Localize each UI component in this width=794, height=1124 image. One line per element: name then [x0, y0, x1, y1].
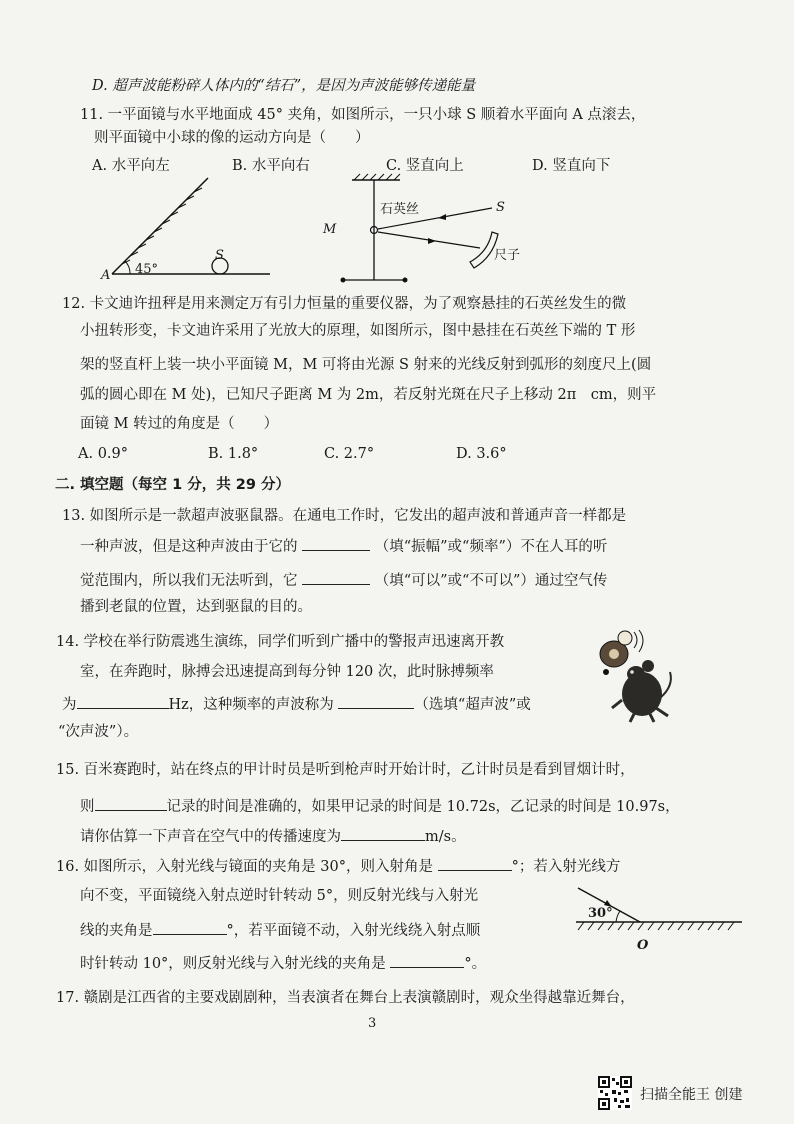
q14-text-line1: 14. 学校在举行防震逃生演练，同学们听到广播中的警报声迅速离开教 [56, 634, 505, 650]
q17-text-line1: 17. 赣剧是江西省的主要戏剧剧种，当表演者在舞台上表演赣剧时，观众坐得越靠近舞台， [56, 990, 635, 1006]
q16-angle-label: 30° [588, 906, 613, 921]
q16-text-line4a: 时针转动 10°，则反射光线与入射光线的夹角是 [80, 956, 386, 972]
section-fill-in-title: 二. 填空题（每空 1 分，共 29 分） [55, 477, 291, 493]
q13-blank-2[interactable] [302, 570, 370, 585]
q12-text-line5: 面镜 M 转过的角度是（ ） [80, 416, 279, 432]
q13-text-line3a: 觉范围内，所以我们无法听到，它 [80, 573, 298, 589]
q12-source-label: S [496, 200, 505, 215]
page-number: 3 [368, 1016, 377, 1031]
q16-text-line1a: 16. 如图所示，入射光线与镜面的夹角是 30°，则入射角是 [56, 859, 433, 875]
q16-blank-3[interactable] [390, 953, 464, 968]
q12-option-a: A. 0.9° [78, 446, 128, 462]
q13-text-line3b: （填“可以”或“不可以”）通过空气传 [374, 573, 608, 589]
q14-text-line2: 室，在奔跑时，脉搏会迅速提高到每分钟 120 次，此时脉搏频率 [80, 664, 494, 680]
q16-text-line4b: °。 [464, 956, 487, 972]
q12-text-line2: 小扭转形变，卡文迪许采用了光放大的原理，如图所示，图中悬挂在石英丝下端的 T 形 [80, 323, 636, 339]
q14-text-line3a: 为 [62, 697, 77, 713]
q14-text-line3 [62, 694, 531, 715]
q11-point-a-label: A [101, 268, 111, 283]
q16-text-line1b: °；若入射光线方 [511, 859, 621, 875]
q13-text-line4: 播到老鼠的位置，达到驱鼠的目的。 [80, 599, 312, 615]
q13-blank-1[interactable] [302, 536, 370, 551]
q12-mirror-label: M [323, 222, 337, 237]
q16-text-line3a: 线的夹角是 [80, 923, 153, 939]
scanner-watermark: 扫描全能王 创建 [640, 1087, 743, 1103]
q10-option-d: D. 超声波能粉碎人体内的“结石”，是因为声波能够传递能量 [92, 78, 476, 94]
q16-text-line3 [80, 920, 480, 941]
q15-blank-1[interactable] [95, 796, 167, 811]
q12-ruler-label: 尺子 [494, 248, 521, 263]
q16-blank-2[interactable] [153, 920, 227, 935]
q11-option-c: C. 竖直向上 [386, 158, 464, 174]
q15-text-line2b: 记录的时间是准确的，如果甲记录的时间是 10.72s，乙记录的时间是 10.97s， [166, 799, 680, 815]
q15-blank-2[interactable] [341, 826, 425, 841]
q11-angle-label: 45° [135, 262, 159, 277]
qr-code-icon [598, 1076, 632, 1110]
q16-text-line4 [80, 953, 486, 974]
q13-text-line2 [80, 536, 607, 557]
q12-quartz-label: 石英丝 [380, 202, 420, 217]
q15-text-line3 [80, 826, 466, 847]
q11-option-b: B. 水平向右 [232, 158, 310, 174]
q15-text-line2a: 则 [80, 799, 95, 815]
q11-text-line1: 11. 一平面镜与水平地面成 45° 夹角，如图所示，一只小球 S 顺着水平面向 A 点滚去， [80, 107, 646, 123]
q12-option-d: D. 3.6° [456, 446, 507, 462]
q13-text-line2b: （填“振幅”或“频率”）不在人耳的听 [374, 539, 608, 555]
q12-option-c: C. 2.7° [324, 446, 375, 462]
q12-text-line1: 12. 卡文迪许扭秤是用来测定万有引力恒量的重要仪器，为了观察悬挂的石英丝发生的微 [62, 296, 627, 312]
q13-text-line2a: 一种声波，但是这种声波由于它的 [80, 539, 298, 555]
q16-text-line3b: °，若平面镜不动，入射光线绕入射点顺 [226, 923, 481, 939]
q14-text-line4: “次声波”）。 [58, 724, 139, 740]
q11-option-a: A. 水平向左 [92, 158, 170, 174]
q12-text-line4: 弧的圆心即在 M 处)，已知尺子距离 M 为 2m，若反射光斑在尺子上移动 2π cm，则平 [80, 387, 657, 403]
q12-text-line3: 架的竖直杆上装一块小平面镜 M，M 可将由光源 S 射来的光线反射到弧形的刻度尺上(圆 [80, 357, 652, 373]
q11-ball-label: S [215, 248, 224, 263]
q13-text-line3 [80, 570, 607, 591]
q14-blank-2[interactable] [338, 694, 414, 709]
q11-option-d: D. 竖直向下 [532, 158, 611, 174]
q12-option-b: B. 1.8° [208, 446, 259, 462]
q16-text-line1 [56, 856, 620, 877]
q15-text-line2 [80, 796, 680, 817]
q15-text-line1: 15. 百米赛跑时，站在终点的甲计时员是听到枪声时开始计时，乙计时员是看到冒烟计时， [56, 762, 635, 778]
q16-text-line2: 向不变，平面镜绕入射点逆时针转动 5°，则反射光线与入射光 [80, 888, 479, 904]
q14-mouse-repeller-image [594, 628, 676, 724]
q14-text-line3b: Hz，这种频率的声波称为 [168, 697, 334, 713]
q11-mirror-figure [100, 178, 270, 278]
q15-text-line3a: 请你估算一下声音在空气中的传播速度为 [80, 829, 341, 845]
q11-text-line2: 则平面镜中小球的像的运动方向是（ ） [94, 130, 370, 146]
q13-text-line1: 13. 如图所示是一款超声波驱鼠器。在通电工作时，它发出的超声波和普通声音一样都是 [62, 508, 627, 524]
q16-blank-1[interactable] [438, 856, 512, 871]
q15-text-line3b: m/s。 [425, 829, 466, 845]
q12-torsion-figure [340, 172, 520, 288]
q14-text-line3c: （选填“超声波”或 [414, 697, 531, 713]
q14-blank-1[interactable] [77, 694, 169, 709]
q16-point-o-label: O [637, 938, 649, 953]
